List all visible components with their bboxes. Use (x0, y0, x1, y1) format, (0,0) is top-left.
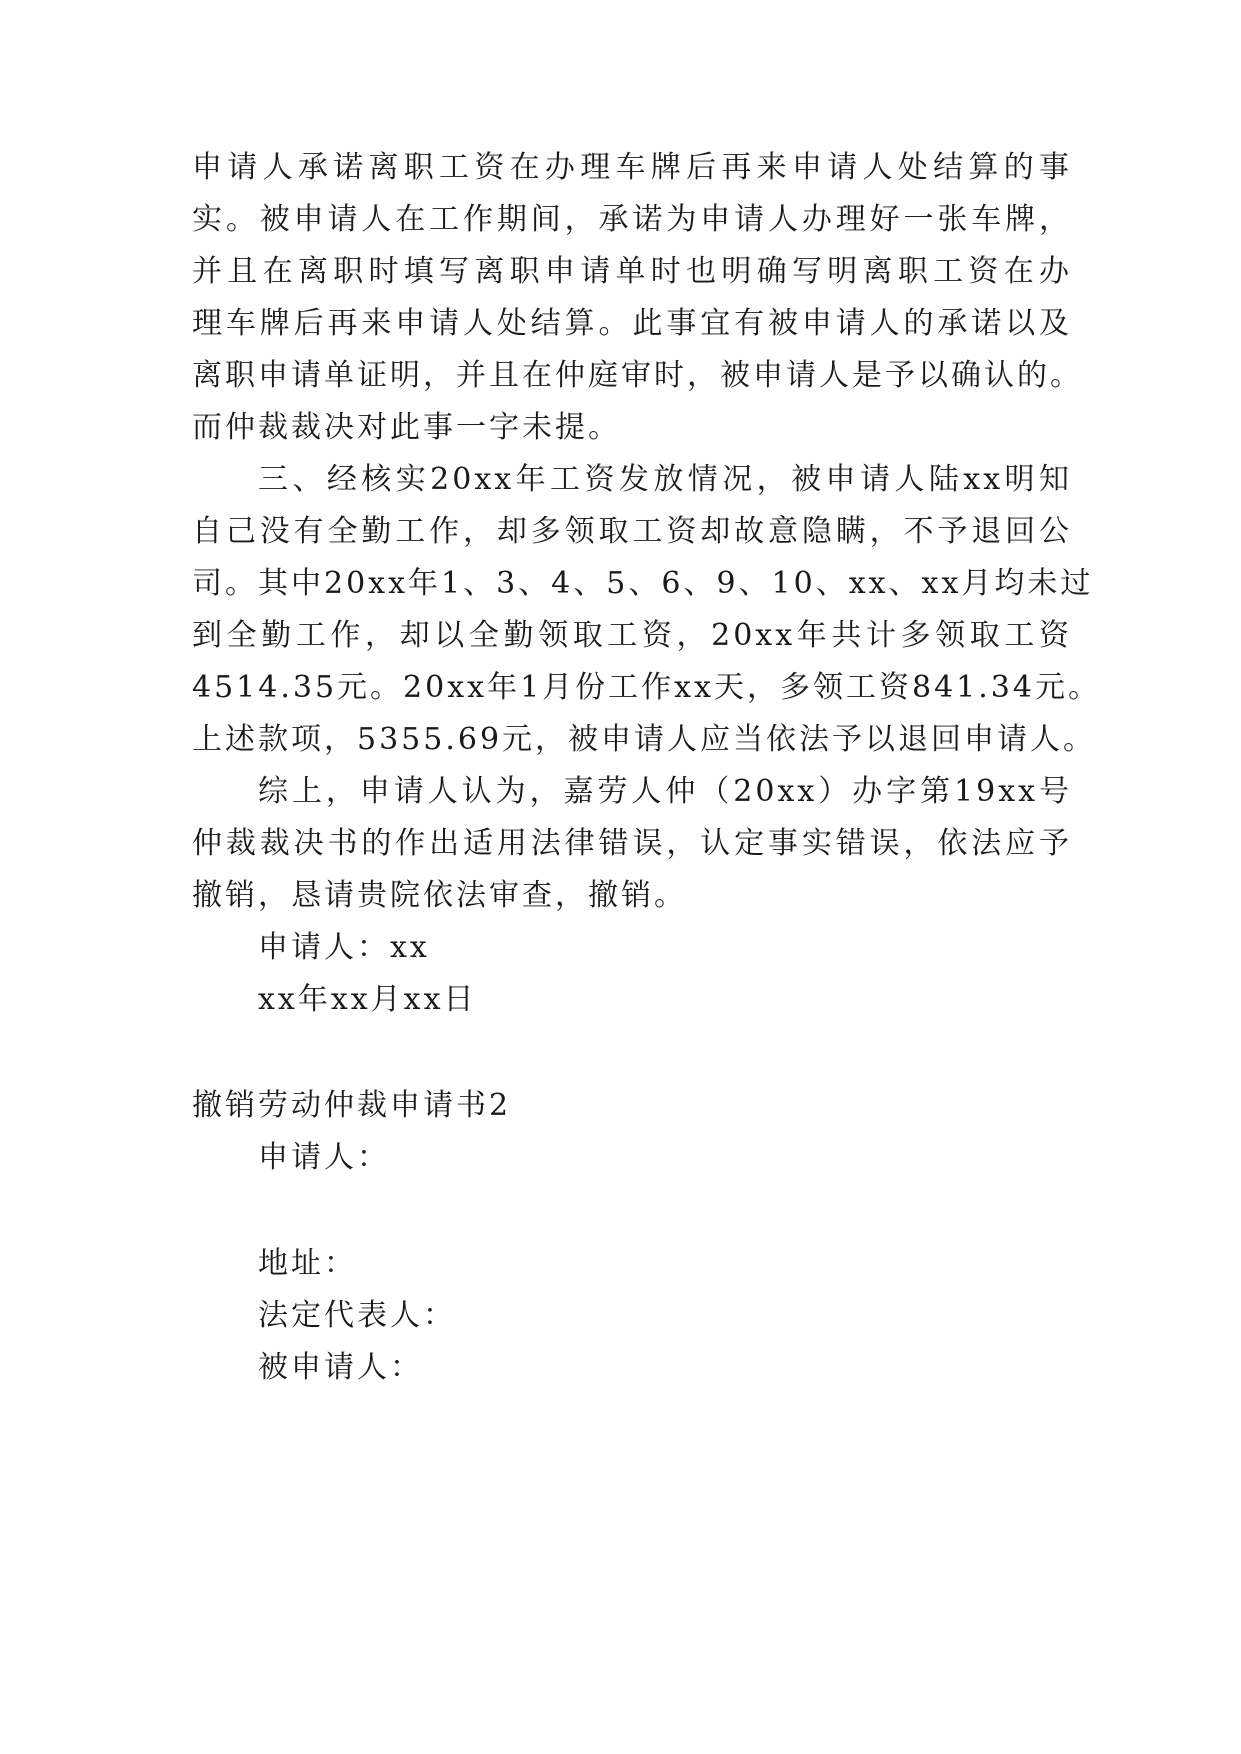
signature-applicant: 申请人：xx (258, 930, 430, 965)
paragraph-line: 仲裁裁决书的作出适用法律错误，认定事实错误，依法应予 (192, 826, 1072, 861)
paragraph-line: 上述款项，5355.69元，被申请人应当依法予以退回申请人。 (192, 722, 1097, 757)
paragraph-line: 综上，申请人认为，嘉劳人仲（20xx）办字第19xx号 (258, 774, 1072, 809)
paragraph-line: 而仲裁裁决对此事一字未提。 (192, 410, 621, 445)
paragraph-line: 司。其中20xx年1、3、4、5、6、9、10、xx、xx月均未过 (192, 566, 1094, 601)
paragraph-line: 自己没有全勤工作，却多领取工资却故意隐瞒，不予退回公 (192, 514, 1072, 549)
document-title: 撤销劳动仲裁申请书2 (192, 1088, 512, 1123)
field-address: 地址： (258, 1246, 357, 1281)
field-applicant: 申请人： (258, 1140, 390, 1175)
paragraph-line: 理车牌后再来申请人处结算。此事宜有被申请人的承诺以及 (192, 306, 1072, 341)
paragraph-line: 到全勤工作，却以全勤领取工资，20xx年共计多领取工资 (192, 618, 1072, 653)
paragraph-line: 撤销，恳请贵院依法审查，撤销。 (192, 878, 687, 913)
field-respondent: 被申请人： (258, 1350, 423, 1385)
paragraph-line: 申请人承诺离职工资在办理车牌后再来申请人处结算的事 (192, 150, 1072, 185)
paragraph-line: 三、经核实20xx年工资发放情况，被申请人陆xx明知 (258, 462, 1072, 497)
signature-date: xx年xx月xx日 (258, 982, 477, 1017)
paragraph-line: 实。被申请人在工作期间，承诺为申请人办理好一张车牌， (192, 202, 1072, 237)
paragraph-line: 4514.35元。20xx年1月份工作xx天，多领工资841.34元。 (192, 670, 1101, 705)
paragraph-line: 离职申请单证明，并且在仲庭审时，被申请人是予以确认的。 (192, 358, 1083, 393)
paragraph-line: 并且在离职时填写离职申请单时也明确写明离职工资在办 (192, 254, 1072, 289)
field-legal-rep: 法定代表人： (258, 1298, 456, 1333)
